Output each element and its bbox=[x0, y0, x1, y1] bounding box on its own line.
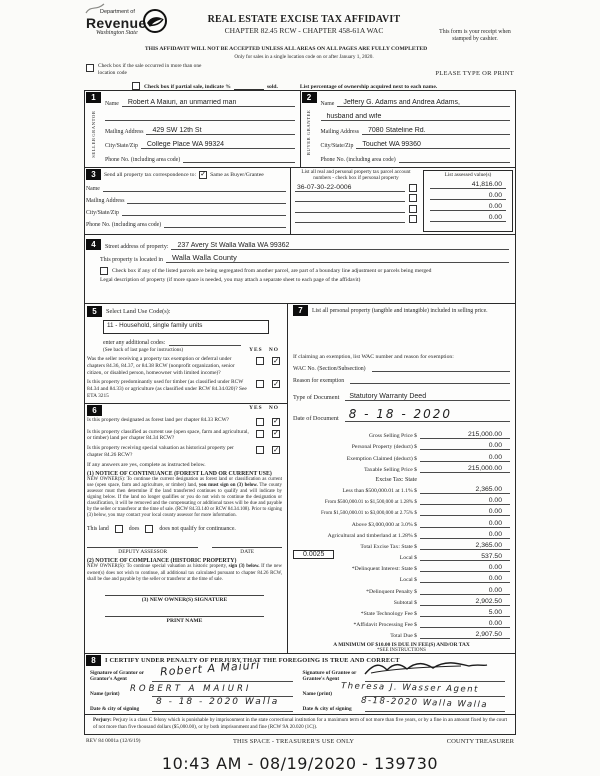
buyer-phone-field[interactable] bbox=[399, 162, 510, 163]
fee-label: Less than $500,000.01 at 1.1% $ bbox=[342, 487, 417, 494]
reason-exemption-label: Reason for exemption bbox=[293, 378, 345, 384]
local-tax-value[interactable]: 537.50 bbox=[420, 553, 510, 561]
grantor-date-city: 8 - 18 - 2020 Walla bbox=[156, 697, 280, 708]
buyer-section bbox=[301, 91, 516, 167]
tier4-tax-value[interactable]: 0.00 bbox=[420, 520, 510, 528]
deputy-assessor-line[interactable]: DEPUTY ASSESSOR bbox=[87, 547, 198, 555]
this-land-label: This land bbox=[87, 526, 109, 533]
parcel-field-3[interactable] bbox=[295, 212, 405, 213]
tier2-tax-value[interactable]: 0.00 bbox=[420, 497, 510, 505]
fee-label: Gross Selling Price $ bbox=[368, 433, 417, 440]
historic-question: Is this property receiving special valuation as historical property per chapter 84.26 RCW? bbox=[87, 445, 234, 458]
tier1-tax-value[interactable]: 2,365.00 bbox=[420, 486, 510, 494]
additional-codes-label: enter any additional codes: bbox=[103, 340, 166, 346]
certify-statement: I CERTIFY UNDER PENALTY OF PERJURY THAT THE FOREGOING IS TRUE AND CORRECT bbox=[105, 657, 400, 665]
land-use-code-field[interactable]: 11 - Household, single family units bbox=[103, 320, 269, 334]
section-1-badge: 1 bbox=[86, 92, 101, 103]
does-qualify-checkbox[interactable] bbox=[115, 525, 123, 533]
buyer-grantee-label: BUYER GRANTEE bbox=[306, 110, 312, 156]
corr-city-field[interactable] bbox=[122, 215, 286, 216]
parcel-personal-checkbox-1[interactable] bbox=[409, 184, 417, 192]
new-owner-signature-line[interactable]: (3) NEW OWNER(S) SIGNATURE bbox=[105, 595, 264, 603]
grantor-signature-label: Signature of Grantor or Grantor's Agent bbox=[90, 669, 144, 682]
land-use-section bbox=[85, 304, 287, 404]
parcel-field-4[interactable] bbox=[295, 222, 405, 223]
buyer-name-label: Name bbox=[320, 101, 335, 107]
exemption-yes-checkbox[interactable] bbox=[256, 357, 264, 365]
fee-label: Local $ bbox=[399, 555, 417, 562]
fee-label: *Delinquent Penalty $ bbox=[366, 588, 417, 595]
section-4-badge: 4 bbox=[86, 239, 101, 250]
selling-price-section bbox=[288, 304, 515, 653]
deputy-date-line[interactable]: DATE bbox=[212, 547, 282, 555]
form-header bbox=[84, 2, 516, 90]
current-use-yes-checkbox[interactable] bbox=[256, 430, 264, 438]
parcel-personal-checkbox-2[interactable] bbox=[409, 194, 417, 202]
multi-location-checkbox[interactable] bbox=[86, 64, 94, 72]
seller-name-field[interactable]: Robert A Maiuri, an unmarried man bbox=[122, 99, 295, 107]
tax-correspondence-section bbox=[85, 168, 515, 235]
fee-label: Personal Property (deduct) $ bbox=[351, 444, 417, 451]
same-as-buyer-label: Same as Buyer/Grantee bbox=[210, 171, 264, 178]
timber-no-checkbox[interactable] bbox=[272, 380, 280, 388]
partial-sale-label: Check box if partial sale, indicate % bbox=[144, 84, 231, 90]
buyer-name-continued-field[interactable]: husband and wife bbox=[321, 113, 511, 121]
affidavit-processing-fee-value[interactable]: 0.00 bbox=[420, 620, 510, 628]
forest-land-question: Is this property designated as forest land per chapter 84.33 RCW? bbox=[87, 416, 230, 423]
section-2-badge: 2 bbox=[302, 92, 317, 103]
seller-section bbox=[85, 91, 301, 167]
timber-yes-checkbox[interactable] bbox=[256, 380, 264, 388]
seller-city-field[interactable]: College Place WA 99324 bbox=[141, 141, 295, 149]
subtotal-value[interactable]: 2,902.50 bbox=[420, 598, 510, 606]
fee-label: Agricultural and timberland at 1.28% $ bbox=[327, 532, 417, 539]
single-location-note: Only for sales in a single location code on or after January 1, 2020. bbox=[234, 54, 374, 60]
excise-tax-state-header: Excise Tax: State bbox=[375, 476, 417, 483]
yes-no-header-6: YES NO bbox=[249, 404, 279, 411]
parcel-field-1[interactable]: 36-07-30-22-0006 bbox=[295, 184, 405, 192]
corr-name-label: Name bbox=[86, 186, 100, 192]
seller-address-field[interactable]: 429 SW 12th St bbox=[146, 127, 294, 135]
corr-phone-label: Phone No. (including area code) bbox=[86, 222, 162, 228]
seller-phone-label: Phone No. (including area code) bbox=[105, 157, 181, 163]
segregated-label: Check box if any of the listed parcels are being segregated from another parcel, are part of a boundary line adjustment or parcels being merged bbox=[112, 268, 432, 274]
property-address-section bbox=[85, 235, 515, 304]
ownership-note: List percentage of ownership acquired next to each name. bbox=[299, 84, 438, 90]
please-type-or-print: PLEASE TYPE OR PRINT bbox=[435, 70, 514, 77]
revenue-swirl-icon bbox=[142, 8, 168, 34]
multi-location-label: Check box if the sale occurred in more than one location code bbox=[98, 63, 202, 76]
total-excise-state-value[interactable]: 2,365.00 bbox=[420, 542, 510, 550]
designation-section bbox=[85, 404, 287, 626]
revenue-label: Revenue bbox=[86, 14, 147, 31]
treasurer-space-label: THIS SPACE - TREASURER'S USE ONLY bbox=[232, 737, 355, 745]
seller-grantor-label: SELLER GRANTOR bbox=[90, 110, 96, 158]
corr-phone-field[interactable] bbox=[164, 227, 286, 228]
grantor-signature: Robert A Maiuri bbox=[159, 658, 261, 679]
reason-exemption-field[interactable] bbox=[350, 383, 510, 384]
parcel-field-2[interactable] bbox=[295, 201, 405, 202]
current-use-no-checkbox[interactable] bbox=[272, 430, 280, 438]
assessed-values-box bbox=[423, 170, 513, 232]
fee-label: *State Technology Fee $ bbox=[360, 611, 417, 617]
form-body bbox=[84, 90, 516, 735]
send-correspondence-label: Send all property tax correspondence to: bbox=[104, 171, 197, 178]
grantee-signature-label: Signature of Grantee or Grantee's Agent bbox=[302, 669, 357, 682]
county-field[interactable]: Walla Walla County bbox=[166, 253, 509, 263]
fee-label: Local $ bbox=[399, 577, 417, 584]
if-yes-note: If any answers are yes, complete as instructed below. bbox=[87, 461, 206, 468]
washington-state-label: Washington State bbox=[96, 29, 138, 36]
tier3-tax-value[interactable]: 0.00 bbox=[420, 508, 510, 516]
corr-name-field[interactable] bbox=[103, 191, 286, 192]
buyer-city-label: City/State/Zip bbox=[320, 143, 354, 149]
legal-description-label: Legal description of property (if more space is needed, you may attach a separate sheet to each page of the affidavit) bbox=[100, 277, 361, 283]
does-not-qualify-checkbox[interactable] bbox=[145, 525, 153, 533]
buyer-address-label: Mailing Address bbox=[320, 129, 359, 135]
rev-number: REV 84 0001a (12/6/19) bbox=[86, 737, 141, 744]
wac-no-label: WAC No. (Section/Subsection) bbox=[293, 366, 366, 372]
taxable-selling-price-value[interactable]: 215,000.00 bbox=[420, 465, 510, 473]
street-address-field[interactable]: 237 Avery St Walla Walla WA 99362 bbox=[171, 242, 509, 250]
state-technology-fee-value[interactable]: 5.00 bbox=[420, 609, 510, 617]
fee-label: Taxable Selling Price $ bbox=[364, 466, 417, 473]
assessed-value-1[interactable]: 41,816.00 bbox=[430, 181, 506, 189]
buyer-address-field[interactable]: 7080 Stateline Rd. bbox=[362, 127, 510, 135]
grantee-signature-scrawl bbox=[361, 660, 491, 678]
delinquent-interest-local-value[interactable]: 0.00 bbox=[420, 575, 510, 583]
notice-compliance-body: NEW OWNER(S): To continue special valuation as historic property, sign (3) below. If the new owner(s) does not wish to continue, all additional tax calculated pursuant to chapter 84.26 RCW, shall be due and payable by the seller or transferor at the time of sale. bbox=[87, 564, 282, 582]
parcel-numbers-header: List all real and personal property tax parcel account numbers - check box if personal property bbox=[301, 169, 411, 182]
same-as-buyer-checkbox[interactable] bbox=[199, 171, 207, 179]
affidavit-form bbox=[84, 2, 516, 773]
fee-label: *Delinquent Interest: State $ bbox=[351, 566, 417, 573]
fee-table bbox=[293, 428, 510, 639]
fee-label: Total Due $ bbox=[390, 633, 417, 640]
historic-no-checkbox[interactable] bbox=[272, 446, 280, 454]
does-not-label: does not qualify for continuance. bbox=[159, 526, 236, 533]
partial-sale-percent-field[interactable] bbox=[234, 89, 264, 90]
grantor-date-city-field[interactable] bbox=[152, 711, 293, 712]
yes-no-header-5: YES NO bbox=[249, 347, 279, 353]
corr-address-field[interactable] bbox=[127, 203, 286, 204]
notice-continuance-title: (1) NOTICE OF CONTINUANCE (FOREST LAND OR CURRENT USE) bbox=[87, 470, 272, 477]
buyer-phone-label: Phone No. (including area code) bbox=[320, 157, 396, 163]
parcel-personal-checkbox-3[interactable] bbox=[409, 205, 417, 213]
seller-address-label: Mailing Address bbox=[105, 129, 144, 135]
revenue-logo bbox=[86, 10, 168, 36]
notice-continuance-body: NEW OWNER(S): To continue the current designation as forest land or classification as current use (open space, farm and agriculture, or timber) land, you must sign on (3) below. The county assessor must then determine if the land transferred continues to qualify and will indicate by signing below. If the land no longer qualifies or you do not wish to continue the designation or classification, it will be removed and the compensating or additional taxes will be due and payable by the seller or transferor at the time of sale. (RCW 84.33.140 or RCW 84.34.108). Prior to signing (3) below, you may contact your local county assessor for more information. bbox=[87, 476, 282, 519]
seller-phone-field[interactable] bbox=[183, 162, 294, 163]
fee-label: From $1,500,000.01 to $3,000,000 at 2.75% $ bbox=[321, 510, 417, 517]
grantor-date-city-label: Date & city of signing bbox=[90, 705, 140, 712]
section-5-badge: 5 bbox=[87, 306, 102, 317]
grantee-date-city-field[interactable] bbox=[365, 711, 506, 712]
historic-yes-checkbox[interactable] bbox=[256, 446, 264, 454]
personal-property-label: List all personal property (tangible and intangible) included in selling price. bbox=[312, 307, 488, 314]
fee-label: Above $3,000,000 at 3.0% $ bbox=[351, 521, 417, 528]
select-land-use-label: Select Land Use Code(s): bbox=[106, 308, 171, 315]
claiming-exemption-note: If claiming an exemption, list WAC number and reason for exemption: bbox=[293, 354, 454, 360]
section-7-badge: 7 bbox=[293, 305, 308, 316]
section-3-badge: 3 bbox=[86, 169, 101, 180]
fee-label: *Affidavit Processing Fee $ bbox=[353, 622, 417, 629]
seller-city-label: City/State/Zip bbox=[105, 143, 138, 149]
gross-selling-price-value[interactable]: 215,000.00 bbox=[420, 431, 510, 439]
forest-yes-checkbox[interactable] bbox=[256, 418, 264, 426]
corr-city-label: City/State/Zip bbox=[86, 210, 119, 216]
wac-no-field[interactable] bbox=[372, 371, 510, 372]
assessed-value-3[interactable]: 0.00 bbox=[430, 203, 506, 211]
certification-section bbox=[85, 654, 515, 715]
fee-label: Total Excise Tax: State $ bbox=[360, 543, 417, 550]
doc-date-field[interactable]: 8 - 18 - 2020 bbox=[348, 407, 453, 421]
grantor-name-print-label: Name (print) bbox=[90, 690, 120, 697]
timber-question: Is this property predominantly used for timber (as classified under RCW 84.34 and 84.33) or agriculture (as classified under RCW 84.34.020)? See ETA 3215 bbox=[87, 379, 247, 399]
not-accepted-notice: THIS AFFIDAVIT WILL NOT BE ACCEPTED UNLESS ALL AREAS ON ALL PAGES ARE FULLY COMPLETED bbox=[144, 46, 428, 52]
local-rate-box: 0.0025 bbox=[293, 550, 334, 559]
seller-name-label: Name bbox=[105, 101, 119, 107]
notice-compliance-title: (2) NOTICE OF COMPLIANCE (HISTORIC PROPERTY) bbox=[87, 558, 237, 565]
minimum-due-note: A MINIMUM OF $10.00 IS DUE IN FEE(S) AND/OR TAX bbox=[333, 642, 470, 649]
see-instructions-note: *SEE INSTRUCTIONS bbox=[377, 648, 426, 654]
agricultural-tax-value[interactable]: 0.00 bbox=[420, 531, 510, 539]
delinquent-interest-state-value[interactable]: 0.00 bbox=[420, 564, 510, 572]
print-name-line[interactable]: PRINT NAME bbox=[105, 616, 264, 624]
does-label: does bbox=[128, 526, 140, 533]
forest-no-checkbox[interactable] bbox=[272, 418, 280, 426]
corr-address-label: Mailing Address bbox=[86, 198, 125, 204]
grantee-date-city-label: Date & city of signing bbox=[302, 705, 352, 712]
segregated-checkbox[interactable] bbox=[100, 267, 108, 275]
parcel-personal-checkbox-4[interactable] bbox=[409, 215, 417, 223]
dept-of-label: Department of bbox=[100, 9, 135, 15]
grantee-name-print-label: Name (print) bbox=[302, 690, 333, 697]
doc-type-label: Type of Document bbox=[293, 394, 340, 401]
exemption-no-checkbox[interactable] bbox=[272, 357, 280, 365]
form-title: REAL ESTATE EXCISE TAX AFFIDAVIT bbox=[207, 14, 401, 25]
seller-name-continued-field[interactable] bbox=[105, 120, 295, 121]
county-treasurer-label: COUNTY TREASURER bbox=[446, 737, 514, 745]
fee-label: Subtotal $ bbox=[393, 599, 417, 606]
grantee-date-city: 8-18-2020 Walla Walla bbox=[360, 696, 488, 711]
section-8-badge: 8 bbox=[86, 655, 101, 666]
assessed-value-4[interactable]: 0.00 bbox=[430, 214, 506, 222]
perjury-note: Perjury: Perjury is a class C felony which is punishable by imprisonment in the state correctional institution for a maximum term of not more than five years, or by a fine in an amount fixed by the court of not more than five thousand dollars ($5,000.00), or by both imprisonment and fine (RCW 9A 20.020 (1C)). bbox=[93, 717, 507, 730]
grantee-name-print: Theresa J. Wasser Agent bbox=[340, 681, 479, 696]
partial-sale-sold-label: sold. bbox=[266, 84, 278, 90]
assessed-values-header: List assessed value(s) bbox=[444, 172, 492, 178]
cashier-stamp: 10:43 AM - 08/19/2020 - 139730 bbox=[161, 753, 439, 773]
form-chapter: CHAPTER 82.45 RCW - CHAPTER 458-61A WAC bbox=[224, 25, 384, 35]
doc-date-label: Date of Document bbox=[293, 415, 339, 422]
delinquent-penalty-value[interactable]: 0.00 bbox=[420, 587, 510, 595]
see-back-note: (See back of last page for instructions) bbox=[103, 347, 184, 353]
personal-property-deduct-value[interactable]: 0.00 bbox=[420, 442, 510, 450]
exemption-question: Was the seller receiving a property tax exemption or deferral under chapters 84.36, 84.37, or 84.38 RCW (nonprofit organization, senior citizen, or disabled person, homeowner with limited income)? bbox=[87, 356, 235, 376]
doc-type-field[interactable]: Statutory Warranty Deed bbox=[345, 393, 510, 401]
buyer-city-field[interactable]: Touchet WA 99360 bbox=[356, 141, 510, 149]
fee-label: Exemption Claimed (deduct) $ bbox=[346, 455, 417, 462]
section-6-badge: 6 bbox=[87, 405, 102, 416]
total-due-value[interactable]: 2,907.50 bbox=[420, 631, 510, 639]
located-in-label: This property is located in bbox=[100, 257, 163, 263]
current-use-question: Is this property classified as current use (open space, farm and agricultural, or timber) land per chapter 84.34 RCW? bbox=[87, 428, 249, 442]
fee-label: From $500,000.01 to $1,500,000 at 1.28% $ bbox=[324, 499, 417, 506]
assessed-value-2[interactable]: 0.00 bbox=[430, 192, 506, 200]
additional-codes-field[interactable] bbox=[169, 345, 241, 346]
street-address-label: Street address of property: bbox=[105, 244, 169, 250]
partial-sale-checkbox[interactable] bbox=[132, 82, 140, 90]
grantor-name-print: ROBERT A MAIURI bbox=[130, 684, 252, 695]
buyer-name-field[interactable]: Jeffery G. Adams and Andrea Adams, bbox=[337, 99, 510, 107]
exemption-claimed-value[interactable]: 0.00 bbox=[420, 454, 510, 462]
receipt-note: This form is your receipt when stamped by cashier. bbox=[439, 29, 511, 43]
